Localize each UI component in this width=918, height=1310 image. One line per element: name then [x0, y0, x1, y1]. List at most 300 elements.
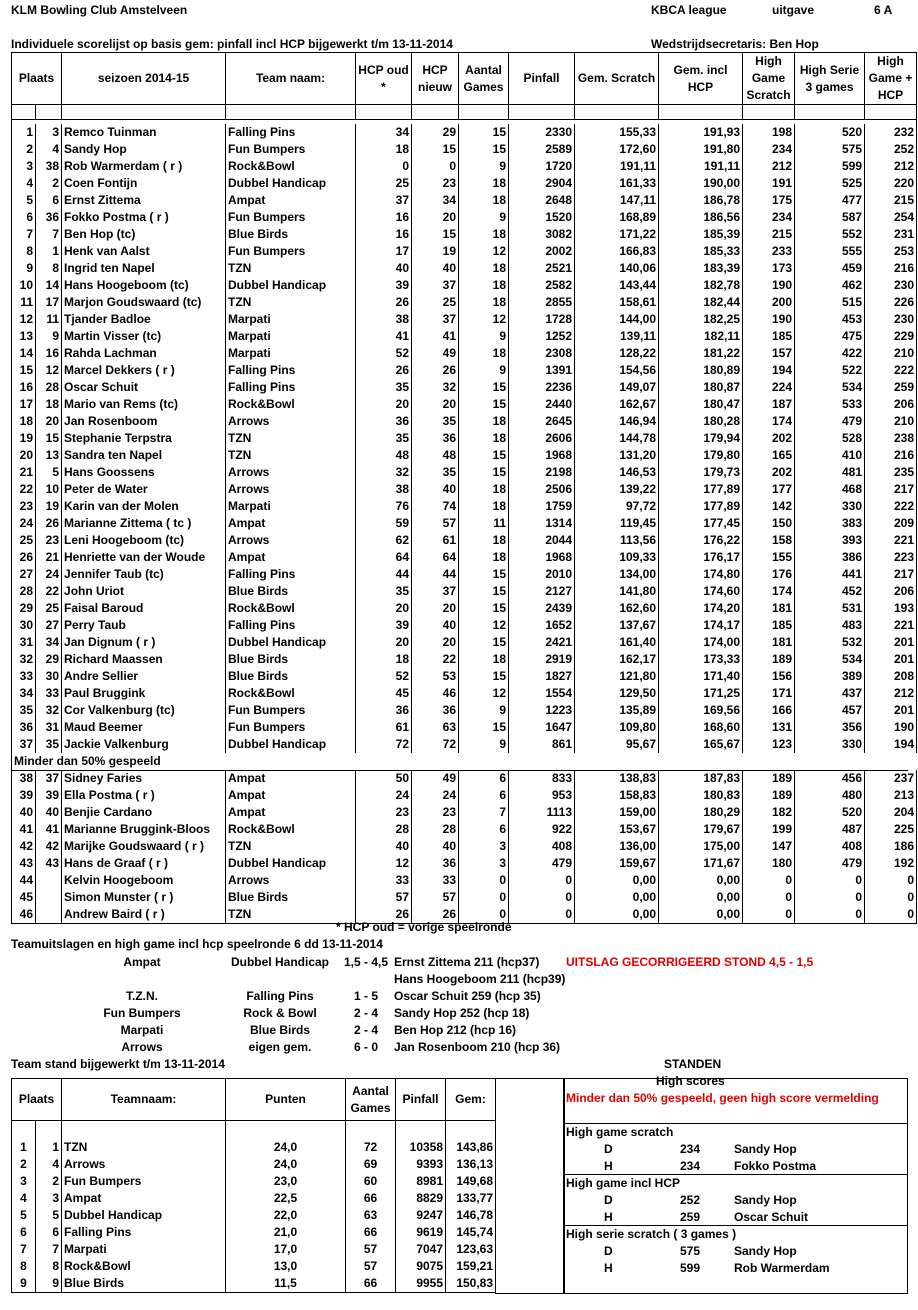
cell-hcp-new: 35 — [412, 464, 459, 481]
cell-high-game-hcp: 0 — [865, 906, 917, 924]
match-score: 1,5 - 4,5 — [343, 955, 389, 969]
cell-games: 18 — [459, 651, 509, 668]
cell-avg-scratch: 166,83 — [575, 243, 659, 260]
cell-high-game-hcp: 206 — [865, 583, 917, 600]
cell-hcp-new: 74 — [412, 498, 459, 515]
cell-high-game: 165 — [743, 447, 795, 464]
cell-high-serie: 534 — [795, 651, 865, 668]
cell-avg-hcp: 176,22 — [659, 532, 743, 549]
cell-high-game: 187 — [743, 396, 795, 413]
cell-prev-rank: 35 — [36, 736, 62, 753]
cell-player-name: Mario van Rems (tc) — [62, 396, 226, 413]
cell-pinfall: 2330 — [509, 124, 575, 141]
cell-hcp-new: 19 — [412, 243, 459, 260]
team-cell-games: 66 — [346, 1275, 396, 1293]
cell-avg-hcp: 180,29 — [659, 804, 743, 821]
cell-pinfall: 1652 — [509, 617, 575, 634]
cell-high-serie: 437 — [795, 685, 865, 702]
cell-rank: 38 — [12, 770, 36, 787]
cell-rank: 18 — [12, 413, 36, 430]
cell-high-game: 215 — [743, 226, 795, 243]
cell-avg-hcp: 182,11 — [659, 328, 743, 345]
cell-team-name: Rock&Bowl — [226, 396, 356, 413]
cell-avg-hcp: 177,89 — [659, 481, 743, 498]
cell-hcp-new: 40 — [412, 260, 459, 277]
cell-high-serie: 552 — [795, 226, 865, 243]
cell-team-name: Falling Pins — [226, 124, 356, 141]
cell-avg-scratch: 138,83 — [575, 770, 659, 787]
cell-player-name: Kelvin Hoogeboom — [62, 872, 226, 889]
cell-high-game-hcp: 253 — [865, 243, 917, 260]
cell-hcp-old: 64 — [356, 549, 412, 566]
cell-high-game: 234 — [743, 141, 795, 158]
cell-hcp-new: 20 — [412, 600, 459, 617]
cell-high-game-hcp: 231 — [865, 226, 917, 243]
cell-team-name: TZN — [226, 294, 356, 311]
cell-hcp-old: 34 — [356, 124, 412, 141]
cell-rank: 19 — [12, 430, 36, 447]
club-name: KLM Bowling Club Amstelveen — [11, 3, 188, 17]
cell-hcp-old: 26 — [356, 362, 412, 379]
cell-avg-scratch: 131,20 — [575, 447, 659, 464]
cell-rank: 25 — [12, 532, 36, 549]
cell-games: 18 — [459, 481, 509, 498]
cell-pinfall: 1391 — [509, 362, 575, 379]
cell-team-name: Marpati — [226, 328, 356, 345]
cell-prev-rank — [36, 889, 62, 906]
cell-prev-rank: 43 — [36, 855, 62, 872]
cell-pinfall: 1554 — [509, 685, 575, 702]
player-row — [12, 498, 917, 515]
cell-player-name: Jan Rosenboom — [62, 413, 226, 430]
team-stand-table — [11, 1078, 496, 1293]
cell-team-name: Rock&Bowl — [226, 158, 356, 175]
cell-games: 6 — [459, 787, 509, 804]
cell-high-game: 156 — [743, 668, 795, 685]
cell-prev-rank: 22 — [36, 583, 62, 600]
cell-hcp-new: 33 — [412, 872, 459, 889]
high-score-score: 259 — [680, 1210, 701, 1224]
cell-rank: 4 — [12, 175, 36, 192]
cell-rank: 10 — [12, 277, 36, 294]
cell-avg-scratch: 146,94 — [575, 413, 659, 430]
cell-hcp-new: 28 — [412, 821, 459, 838]
cell-rank: 3 — [12, 158, 36, 175]
cell-pinfall: 0 — [509, 889, 575, 906]
cell-prev-rank: 28 — [36, 379, 62, 396]
cell-rank: 6 — [12, 209, 36, 226]
cell-rank: 12 — [12, 311, 36, 328]
match-home: Fun Bumpers — [103, 1006, 181, 1020]
cell-high-game-hcp: 208 — [865, 668, 917, 685]
cell-games: 15 — [459, 124, 509, 141]
cell-avg-scratch: 140,06 — [575, 260, 659, 277]
cell-avg-scratch: 162,60 — [575, 600, 659, 617]
cell-hcp-new: 29 — [412, 124, 459, 141]
cell-avg-hcp: 179,73 — [659, 464, 743, 481]
cell-high-serie: 481 — [795, 464, 865, 481]
cell-team-name: Marpati — [226, 498, 356, 515]
cell-rank: 21 — [12, 464, 36, 481]
cell-high-game: 171 — [743, 685, 795, 702]
cell-high-serie: 441 — [795, 566, 865, 583]
cell-hcp-new: 40 — [412, 617, 459, 634]
cell-rank: 1 — [12, 124, 36, 141]
player-row — [12, 396, 917, 413]
cell-team-name: Rock&Bowl — [226, 600, 356, 617]
cell-high-game-hcp: 209 — [865, 515, 917, 532]
col-header-plaats: Plaats — [12, 53, 62, 105]
cell-rank: 2 — [12, 141, 36, 158]
cell-rank: 13 — [12, 328, 36, 345]
cell-high-game-hcp: 220 — [865, 175, 917, 192]
cell-pinfall: 2421 — [509, 634, 575, 651]
cell-player-name: Andrew Baird ( r ) — [62, 906, 226, 924]
cell-games: 7 — [459, 804, 509, 821]
cell-prev-rank: 42 — [36, 838, 62, 855]
cell-high-game: 150 — [743, 515, 795, 532]
cell-avg-hcp: 171,25 — [659, 685, 743, 702]
cell-team-name: Fun Bumpers — [226, 141, 356, 158]
cell-player-name: Stephanie Terpstra — [62, 430, 226, 447]
cell-avg-scratch: 113,56 — [575, 532, 659, 549]
cell-games: 9 — [459, 328, 509, 345]
cell-high-game-hcp: 230 — [865, 311, 917, 328]
cell-rank: 7 — [12, 226, 36, 243]
cell-team-name: Fun Bumpers — [226, 719, 356, 736]
match-high-game: Sandy Hop 252 (hcp 18) — [394, 1006, 530, 1020]
cell-high-serie: 356 — [795, 719, 865, 736]
cell-prev-rank: 41 — [36, 821, 62, 838]
cell-avg-scratch: 121,80 — [575, 668, 659, 685]
team-cell-avg: 143,86 — [446, 1139, 496, 1156]
cell-avg-hcp: 191,11 — [659, 158, 743, 175]
cell-prev-rank: 15 — [36, 430, 62, 447]
cell-avg-scratch: 159,67 — [575, 855, 659, 872]
cell-player-name: Paul Bruggink — [62, 685, 226, 702]
cell-high-game-hcp: 210 — [865, 345, 917, 362]
cell-high-game-hcp: 225 — [865, 821, 917, 838]
cell-high-game-hcp: 221 — [865, 532, 917, 549]
cell-high-game-hcp: 216 — [865, 447, 917, 464]
cell-high-game: 190 — [743, 311, 795, 328]
team-row — [12, 1241, 496, 1258]
cell-pinfall: 2506 — [509, 481, 575, 498]
cell-high-game: 212 — [743, 158, 795, 175]
cell-prev-rank: 14 — [36, 277, 62, 294]
cell-high-game-hcp: 201 — [865, 702, 917, 719]
cell-player-name: Marianne Bruggink-Bloos — [62, 821, 226, 838]
cell-team-name: Marpati — [226, 311, 356, 328]
high-score-dh: H — [604, 1210, 613, 1224]
cell-pinfall: 2010 — [509, 566, 575, 583]
cell-prev-rank: 17 — [36, 294, 62, 311]
team-cell-team-name: Dubbel Handicap — [62, 1207, 226, 1224]
cell-avg-scratch: 149,07 — [575, 379, 659, 396]
cell-pinfall: 861 — [509, 736, 575, 753]
high-score-dh: D — [604, 1142, 613, 1156]
cell-avg-scratch: 95,67 — [575, 736, 659, 753]
cell-high-serie: 383 — [795, 515, 865, 532]
cell-hcp-old: 76 — [356, 498, 412, 515]
high-scores-title: High scores — [656, 1074, 725, 1088]
cell-high-game-hcp: 212 — [865, 685, 917, 702]
edition-number: 6 A — [874, 3, 893, 17]
cell-team-name: Dubbel Handicap — [226, 277, 356, 294]
team-cell-pinfall: 9955 — [396, 1275, 446, 1293]
team-cell-rank: 3 — [12, 1173, 36, 1190]
cell-high-game: 173 — [743, 260, 795, 277]
player-row — [12, 158, 917, 175]
cell-avg-hcp: 185,39 — [659, 226, 743, 243]
cell-player-name: Richard Maassen — [62, 651, 226, 668]
match-high-game: Ben Hop 212 (hcp 16) — [394, 1023, 517, 1037]
cell-avg-scratch: 0,00 — [575, 872, 659, 889]
cell-high-serie: 515 — [795, 294, 865, 311]
cell-avg-hcp: 179,80 — [659, 447, 743, 464]
high-score-score: 234 — [680, 1142, 701, 1156]
cell-team-name: TZN — [226, 430, 356, 447]
cell-hcp-new: 25 — [412, 294, 459, 311]
cell-rank: 44 — [12, 872, 36, 889]
cell-games: 12 — [459, 685, 509, 702]
cell-player-name: Tjander Badloe — [62, 311, 226, 328]
cell-high-serie: 477 — [795, 192, 865, 209]
cell-high-game: 234 — [743, 209, 795, 226]
cell-rank: 23 — [12, 498, 36, 515]
cell-avg-scratch: 137,67 — [575, 617, 659, 634]
cell-avg-scratch: 109,80 — [575, 719, 659, 736]
cell-avg-scratch: 158,83 — [575, 787, 659, 804]
cell-rank: 41 — [12, 821, 36, 838]
high-score-score: 575 — [680, 1244, 701, 1258]
cell-player-name: Sandy Hop — [62, 141, 226, 158]
match-high-game: Ernst Zittema 211 (hcp37) — [394, 955, 540, 969]
cell-hcp-old: 36 — [356, 413, 412, 430]
cell-hcp-new: 64 — [412, 549, 459, 566]
col-header-high-game: High Game Scratch — [743, 53, 795, 105]
team-cell-avg: 159,21 — [446, 1258, 496, 1275]
cell-high-game: 176 — [743, 566, 795, 583]
cell-team-name: Dubbel Handicap — [226, 634, 356, 651]
player-row — [12, 243, 917, 260]
high-score-section-title: High game incl HCP — [566, 1176, 681, 1190]
team-cell-prev-rank: 2 — [36, 1173, 62, 1190]
cell-hcp-old: 12 — [356, 855, 412, 872]
cell-games: 15 — [459, 379, 509, 396]
cell-avg-hcp: 171,67 — [659, 855, 743, 872]
cell-player-name: Ingrid ten Napel — [62, 260, 226, 277]
cell-avg-scratch: 158,61 — [575, 294, 659, 311]
team-cell-games: 69 — [346, 1156, 396, 1173]
cell-games: 12 — [459, 243, 509, 260]
cell-rank: 11 — [12, 294, 36, 311]
cell-high-serie: 555 — [795, 243, 865, 260]
cell-rank: 30 — [12, 617, 36, 634]
cell-high-serie: 531 — [795, 600, 865, 617]
cell-high-game-hcp: 0 — [865, 889, 917, 906]
cell-avg-hcp: 174,60 — [659, 583, 743, 600]
cell-avg-hcp: 181,22 — [659, 345, 743, 362]
cell-high-serie: 410 — [795, 447, 865, 464]
high-score-section-title: High game scratch — [566, 1125, 674, 1139]
team-cell-points: 17,0 — [226, 1241, 346, 1258]
cell-high-serie: 520 — [795, 124, 865, 141]
scorelist-subtitle: Individuele scorelijst op basis gem: pinfall incl HCP bijgewerkt t/m 13-11-2014 — [11, 37, 453, 51]
cell-pinfall: 1759 — [509, 498, 575, 515]
cell-prev-rank: 13 — [36, 447, 62, 464]
team-cell-rank: 1 — [12, 1139, 36, 1156]
cell-prev-rank: 36 — [36, 209, 62, 226]
cell-hcp-new: 37 — [412, 583, 459, 600]
cell-hcp-new: 49 — [412, 770, 459, 787]
cell-team-name: Fun Bumpers — [226, 702, 356, 719]
cell-avg-scratch: 128,22 — [575, 345, 659, 362]
cell-team-name: TZN — [226, 447, 356, 464]
player-row — [12, 889, 917, 906]
cell-high-serie: 0 — [795, 872, 865, 889]
player-score-table — [11, 52, 917, 924]
cell-pinfall: 2919 — [509, 651, 575, 668]
cell-hcp-old: 38 — [356, 311, 412, 328]
cell-avg-scratch: 161,40 — [575, 634, 659, 651]
team-cell-prev-rank: 6 — [36, 1224, 62, 1241]
cell-games: 11 — [459, 515, 509, 532]
cell-games: 18 — [459, 226, 509, 243]
player-row — [12, 464, 917, 481]
high-score-dh: H — [604, 1261, 613, 1275]
player-row — [12, 804, 917, 821]
cell-avg-hcp: 174,17 — [659, 617, 743, 634]
cell-high-serie: 575 — [795, 141, 865, 158]
cell-pinfall: 1647 — [509, 719, 575, 736]
player-row — [12, 702, 917, 719]
col-header-avg-scratch: Gem. Scratch — [575, 53, 659, 105]
cell-high-game-hcp: 217 — [865, 566, 917, 583]
team-cell-prev-rank: 9 — [36, 1275, 62, 1293]
player-row — [12, 821, 917, 838]
cell-hcp-old: 40 — [356, 838, 412, 855]
cell-team-name: Dubbel Handicap — [226, 736, 356, 753]
cell-avg-hcp: 174,80 — [659, 566, 743, 583]
cell-high-serie: 487 — [795, 821, 865, 838]
team-col-plaats: Plaats — [12, 1079, 62, 1121]
player-row — [12, 226, 917, 243]
cell-avg-hcp: 173,33 — [659, 651, 743, 668]
cell-high-game: 180 — [743, 855, 795, 872]
team-cell-prev-rank: 7 — [36, 1241, 62, 1258]
cell-high-game-hcp: 192 — [865, 855, 917, 872]
player-row — [12, 787, 917, 804]
cell-high-game: 189 — [743, 770, 795, 787]
cell-prev-rank: 8 — [36, 260, 62, 277]
match-score: 2 - 4 — [353, 1023, 378, 1037]
cell-prev-rank: 23 — [36, 532, 62, 549]
team-cell-prev-rank: 4 — [36, 1156, 62, 1173]
cell-hcp-new: 0 — [412, 158, 459, 175]
cell-high-serie: 522 — [795, 362, 865, 379]
match-away: Rock & Bowl — [243, 1006, 317, 1020]
cell-player-name: Rahda Lachman — [62, 345, 226, 362]
cell-team-name: Arrows — [226, 872, 356, 889]
cell-team-name: Arrows — [226, 532, 356, 549]
cell-team-name: Blue Birds — [226, 226, 356, 243]
cell-avg-scratch: 0,00 — [575, 889, 659, 906]
team-row — [12, 1190, 496, 1207]
player-row — [12, 379, 917, 396]
cell-player-name: Rob Warmerdam ( r ) — [62, 158, 226, 175]
match-score: 1 - 5 — [353, 989, 378, 1003]
cell-hcp-new: 61 — [412, 532, 459, 549]
cell-hcp-old: 40 — [356, 260, 412, 277]
spacer-row — [12, 1121, 496, 1139]
match-away: Falling Pins — [246, 989, 314, 1003]
player-row — [12, 566, 917, 583]
cell-high-game: 174 — [743, 583, 795, 600]
cell-avg-hcp: 169,56 — [659, 702, 743, 719]
cell-high-game: 191 — [743, 175, 795, 192]
team-cell-pinfall: 8829 — [396, 1190, 446, 1207]
team-cell-pinfall: 9247 — [396, 1207, 446, 1224]
team-cell-pinfall: 9619 — [396, 1224, 446, 1241]
cell-high-game: 185 — [743, 328, 795, 345]
cell-hcp-new: 49 — [412, 345, 459, 362]
cell-high-game-hcp: 213 — [865, 787, 917, 804]
cell-avg-hcp: 171,40 — [659, 668, 743, 685]
col-header-season: seizoen 2014-15 — [62, 53, 226, 105]
cell-team-name: Arrows — [226, 413, 356, 430]
cell-rank: 14 — [12, 345, 36, 362]
cell-hcp-old: 52 — [356, 668, 412, 685]
cell-prev-rank: 31 — [36, 719, 62, 736]
high-score-name: Rob Warmerdam — [734, 1261, 830, 1275]
player-table-header — [12, 53, 917, 105]
team-cell-avg: 133,77 — [446, 1190, 496, 1207]
cell-high-game: 181 — [743, 600, 795, 617]
cell-team-name: TZN — [226, 260, 356, 277]
cell-high-serie: 408 — [795, 838, 865, 855]
cell-prev-rank: 6 — [36, 192, 62, 209]
cell-player-name: Henk van Aalst — [62, 243, 226, 260]
col-header-high-serie: High Serie 3 games — [795, 53, 865, 105]
cell-high-game-hcp: 201 — [865, 634, 917, 651]
cell-prev-rank: 4 — [36, 141, 62, 158]
cell-rank: 27 — [12, 566, 36, 583]
team-cell-rank: 8 — [12, 1258, 36, 1275]
cell-games: 12 — [459, 311, 509, 328]
match-home: T.Z.N. — [126, 989, 158, 1003]
team-cell-avg: 149,68 — [446, 1173, 496, 1190]
cell-hcp-old: 35 — [356, 583, 412, 600]
player-row — [12, 362, 917, 379]
cell-player-name: Leni Hoogeboom (tc) — [62, 532, 226, 549]
team-cell-rank: 4 — [12, 1190, 36, 1207]
cell-rank: 29 — [12, 600, 36, 617]
match-high-game: Oscar Schuit 259 (hcp 35) — [394, 989, 541, 1003]
cell-high-serie: 534 — [795, 379, 865, 396]
cell-prev-rank: 5 — [36, 464, 62, 481]
cell-high-game: 147 — [743, 838, 795, 855]
cell-high-serie: 528 — [795, 430, 865, 447]
cell-player-name: Remco Tuinman — [62, 124, 226, 141]
cell-games: 15 — [459, 634, 509, 651]
high-score-score: 599 — [680, 1261, 701, 1275]
team-cell-rank: 5 — [12, 1207, 36, 1224]
cell-player-name: Fokko Postma ( r ) — [62, 209, 226, 226]
player-row — [12, 549, 917, 566]
cell-player-name: Ella Postma ( r ) — [62, 787, 226, 804]
team-cell-games: 72 — [346, 1139, 396, 1156]
